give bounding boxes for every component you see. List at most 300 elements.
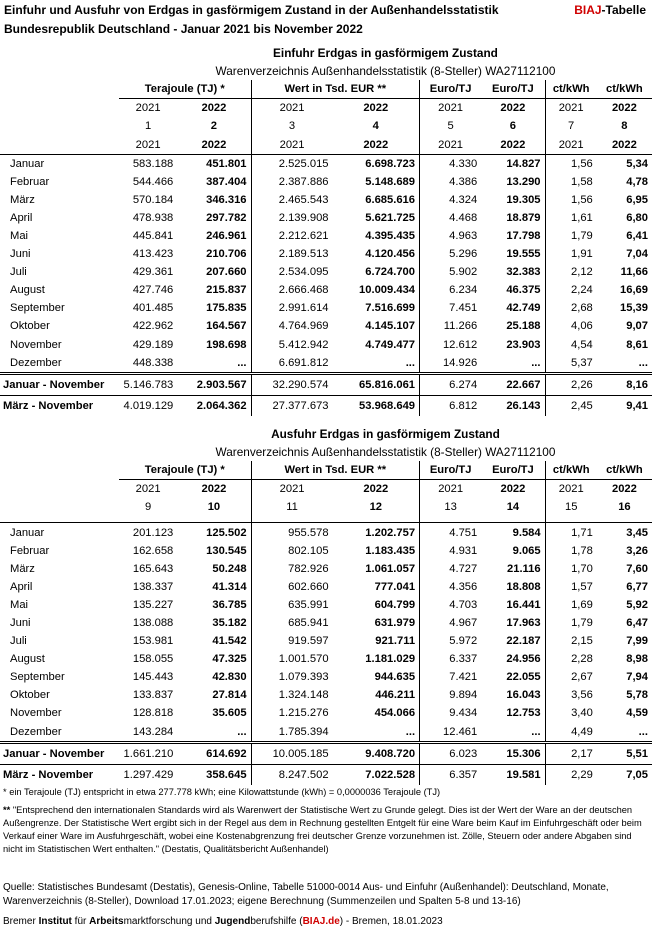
- data-cell: 5,37: [545, 354, 597, 374]
- column-number: 11: [251, 498, 332, 516]
- data-cell: 12.461: [420, 723, 482, 743]
- data-cell: 143.284: [132, 725, 174, 738]
- data-cell: 1,71: [545, 523, 597, 542]
- column-number: 12: [369, 501, 383, 514]
- data-cell: 777.041: [374, 580, 416, 593]
- data-cell: 429.361: [132, 266, 174, 279]
- data-cell: 4.395.435: [365, 229, 416, 242]
- data-cell: 9,07: [626, 320, 648, 333]
- column-number: 10: [207, 501, 221, 514]
- data-cell: 401.485: [132, 302, 174, 315]
- year-header: 2021: [251, 99, 332, 118]
- data-cell: 5.148.689: [365, 175, 416, 188]
- data-cell: 955.578: [251, 523, 332, 542]
- total-row: [0, 764, 652, 785]
- data-cell: 6,41: [626, 229, 648, 242]
- month-row: [0, 299, 652, 317]
- data-cell: 164.567: [206, 320, 247, 333]
- data-cell: 41.314: [212, 580, 247, 593]
- empty-cell: [0, 117, 119, 135]
- data-cell: 18.808: [506, 580, 541, 593]
- total-cell: 614.692: [177, 742, 251, 764]
- data-cell: 1.785.394: [251, 723, 332, 743]
- year-header: 2022: [363, 483, 389, 496]
- year-subheader-row: [0, 135, 652, 154]
- data-cell: 2.991.614: [251, 299, 332, 317]
- total-cell: 4.019.129: [119, 395, 177, 416]
- data-cell: 6.691.812: [251, 354, 332, 374]
- total-cell: 6.023: [420, 742, 482, 764]
- data-cell: 130.545: [206, 544, 247, 557]
- month-row: [0, 578, 652, 596]
- total-row: [0, 373, 652, 395]
- data-cell: ...: [405, 356, 416, 369]
- column-number-row: [0, 117, 652, 135]
- data-cell: 4,59: [626, 707, 648, 720]
- empty-cell: [0, 135, 119, 154]
- column-number: 1: [144, 120, 152, 133]
- total-cell: 53.968.649: [333, 395, 420, 416]
- month-label: November: [10, 338, 62, 351]
- total-cell: 7,05: [597, 764, 652, 785]
- column-number: 16: [618, 501, 631, 514]
- data-cell: 4.764.969: [251, 317, 332, 335]
- year-subheader: 2021: [251, 135, 332, 154]
- total-cell: 2,45: [545, 395, 597, 416]
- group-header-ct-kwh: ct/kWh: [545, 80, 597, 99]
- month-row: [0, 668, 652, 686]
- credit-text: für: [71, 916, 90, 927]
- data-cell: 153.981: [132, 635, 174, 648]
- data-cell: ...: [237, 356, 247, 369]
- column-number: 4: [372, 120, 379, 133]
- year-header: 2021: [135, 483, 161, 496]
- data-cell: 1,79: [545, 227, 597, 245]
- empty-cell: [0, 425, 119, 443]
- column-number-row: [0, 498, 652, 516]
- data-cell: 2.212.621: [251, 227, 332, 245]
- data-cell: 36.785: [212, 598, 247, 611]
- empty-cell: [0, 62, 119, 80]
- group-header-terajoule: Terajoule (TJ) *: [119, 80, 251, 99]
- year-header: 2022: [611, 102, 637, 115]
- group-header-value: Wert in Tsd. EUR **: [251, 461, 419, 480]
- data-cell: ...: [531, 356, 541, 369]
- data-cell: 175.835: [206, 302, 247, 315]
- footnote-text: "Entsprechend den internationalen Standards wird als Warenwert der Statistische Wert zu Grunde gelegt. Dies ist der Wert der Ware an der deutschen Außengrenze. Der Statistische Wert ergibt sich in der Regel aus dem in Rechnung gestellten Entgelt für eine Ware beim Kauf im Einfuhrgeschäft oder beim Verkauf einer Ware im Ausfuhrgeschäft, wobei eine Kostenabgrenzung frei deutscher Grenze vorzunehmen ist. Zölle, Steuern oder andere Abgaben sind nicht im Statistischen Wert enthalten." (Destatis, Qualitätsbericht Außenhandel): [3, 805, 642, 854]
- empty-cell: [0, 461, 119, 480]
- data-cell: 448.338: [132, 356, 174, 369]
- data-cell: 5.412.942: [251, 336, 332, 354]
- data-cell: 5,78: [626, 689, 648, 702]
- footnote-marker: **: [3, 805, 11, 815]
- data-cell: 1,69: [545, 596, 597, 614]
- data-cell: 25.188: [506, 320, 541, 333]
- total-cell: 26.143: [481, 395, 545, 416]
- data-cell: 4,54: [545, 336, 597, 354]
- group-header-terajoule: Terajoule (TJ) *: [119, 461, 251, 480]
- data-cell: 47.325: [212, 653, 247, 666]
- data-cell: 1.215.276: [251, 704, 332, 722]
- total-cell: 1.297.429: [119, 764, 177, 785]
- data-cell: 133.837: [132, 689, 174, 702]
- year-subheader: 2022: [481, 135, 545, 154]
- month-label: August: [10, 653, 45, 666]
- source-note: Quelle: Statistisches Bundesamt (Destatis), Genesis-Online, Tabelle 51000-0014 Aus- und Einfuhr (Außenhandel): Deutschland, Monate, Warenverzeichnis (8-Steller), Download 17.01.2023; eigene Berechnung (Summenzeilen und Spalten 5-8 und 13-16): [3, 882, 609, 907]
- data-cell: 5.902: [420, 263, 482, 281]
- data-cell: 9.065: [512, 544, 541, 557]
- month-label: Oktober: [10, 689, 50, 702]
- section-title: Einfuhr Erdgas in gasförmigem Zustand: [273, 46, 498, 61]
- year-header: 2022: [201, 102, 227, 115]
- column-number: 15: [545, 498, 597, 516]
- total-label: März - November: [0, 395, 119, 416]
- month-label: Juli: [10, 266, 27, 279]
- data-cell: 5.296: [420, 245, 482, 263]
- data-cell: 6.724.700: [365, 266, 416, 279]
- data-cell: 1,79: [545, 614, 597, 632]
- data-cell: 8,61: [626, 338, 648, 351]
- column-number: 9: [145, 501, 152, 514]
- month-row: [0, 723, 652, 743]
- data-cell: 46.375: [506, 284, 541, 297]
- total-label: März - November: [0, 764, 119, 785]
- credit-text: berufshilfe (: [250, 916, 303, 927]
- data-cell: 3,26: [626, 544, 648, 557]
- year-header: 2022: [363, 102, 389, 115]
- data-cell: 427.746: [132, 284, 174, 297]
- data-cell: 201.123: [132, 526, 174, 539]
- data-cell: 162.658: [132, 544, 174, 557]
- data-cell: 4.386: [420, 173, 482, 191]
- data-cell: 6,95: [626, 193, 648, 206]
- total-cell: 22.667: [481, 373, 545, 395]
- data-cell: 1,58: [545, 173, 597, 191]
- data-cell: 1,61: [545, 209, 597, 227]
- credit-link[interactable]: BIAJ.de: [302, 916, 340, 927]
- data-cell: 9.584: [512, 526, 541, 539]
- data-cell: 128.818: [132, 707, 174, 720]
- month-label: September: [10, 302, 65, 315]
- year-header: 2022: [500, 102, 526, 115]
- data-cell: 11,66: [620, 266, 648, 279]
- data-cell: 478.938: [132, 211, 174, 224]
- data-cell: 11.266: [420, 317, 482, 335]
- year-subheader: 2021: [545, 135, 597, 154]
- credit-bold: Institut: [38, 916, 72, 927]
- year-subheader: 2021: [420, 135, 482, 154]
- data-cell: 1,56: [545, 154, 597, 173]
- data-cell: 2.139.908: [251, 209, 332, 227]
- data-cell: 4.749.477: [365, 338, 416, 351]
- data-cell: 1.079.393: [251, 668, 332, 686]
- total-cell: 2,26: [545, 373, 597, 395]
- total-cell: 32.290.574: [251, 373, 332, 395]
- group-header-euro-tj: Euro/TJ: [481, 80, 545, 99]
- data-cell: 3,45: [626, 526, 648, 539]
- data-cell: 3,56: [545, 686, 597, 704]
- data-cell: 7.451: [420, 299, 482, 317]
- data-cell: 165.643: [132, 562, 174, 575]
- data-cell: 6,80: [626, 211, 648, 224]
- data-cell: 583.188: [132, 157, 174, 170]
- month-row: [0, 523, 652, 542]
- data-cell: 158.055: [132, 653, 174, 666]
- data-cell: 7.421: [420, 668, 482, 686]
- data-cell: 5.972: [420, 632, 482, 650]
- document-title: Einfuhr und Ausfuhr von Erdgas in gasförmigem Zustand in der Außenhandelsstatistik: [4, 3, 499, 17]
- data-cell: 4,49: [545, 723, 597, 743]
- column-number: 8: [621, 120, 628, 133]
- data-cell: ...: [405, 725, 416, 738]
- footnote-statistical-value: [3, 804, 647, 856]
- total-label: Januar - November: [0, 373, 119, 395]
- data-cell: 50.248: [212, 562, 247, 575]
- credit-line: [3, 915, 647, 929]
- data-cell: 15,39: [620, 302, 648, 315]
- month-label: Mai: [10, 598, 29, 611]
- month-row: [0, 650, 652, 668]
- data-cell: 2,12: [545, 263, 597, 281]
- data-cell: 210.706: [206, 248, 247, 261]
- month-row: [0, 354, 652, 374]
- data-cell: 2.525.015: [251, 154, 332, 173]
- year-subheader: 2022: [177, 135, 251, 154]
- year-header-row: [0, 99, 652, 118]
- month-row: [0, 596, 652, 614]
- month-label: November: [10, 707, 62, 720]
- data-cell: 1,78: [545, 542, 597, 560]
- data-cell: 19.555: [506, 248, 541, 261]
- data-cell: 207.660: [206, 266, 247, 279]
- empty-cell: [0, 498, 119, 516]
- column-number: 5: [420, 117, 482, 135]
- data-cell: 21.116: [507, 562, 541, 575]
- data-cell: 9.894: [420, 686, 482, 704]
- month-row: [0, 704, 652, 722]
- month-row: [0, 245, 652, 263]
- month-row: [0, 191, 652, 209]
- month-row: [0, 317, 652, 335]
- total-cell: 358.645: [177, 764, 251, 785]
- data-cell: ...: [638, 356, 648, 369]
- data-cell: 1.324.148: [251, 686, 332, 704]
- data-cell: 5,92: [626, 598, 648, 611]
- total-cell: 2,29: [545, 764, 597, 785]
- data-cell: 2,28: [545, 650, 597, 668]
- data-cell: 604.799: [374, 598, 416, 611]
- column-number: 2: [210, 120, 218, 133]
- year-header: 2022: [201, 483, 227, 496]
- total-cell: 2.064.362: [177, 395, 251, 416]
- month-label: April: [10, 580, 33, 593]
- empty-cell: [0, 80, 119, 99]
- export-table: [0, 425, 652, 785]
- column-number: 14: [506, 501, 520, 514]
- empty-cell: [0, 443, 119, 461]
- total-cell: 9,41: [597, 395, 652, 416]
- data-cell: 387.404: [206, 175, 247, 188]
- total-cell: 19.581: [481, 764, 545, 785]
- data-cell: 16,69: [620, 284, 648, 297]
- data-cell: 4.120.456: [365, 248, 416, 261]
- data-cell: 125.502: [206, 526, 247, 539]
- data-cell: 17.798: [506, 229, 541, 242]
- data-cell: 2,67: [545, 668, 597, 686]
- year-header: 2022: [500, 483, 526, 496]
- group-header-ct-kwh: ct/kWh: [597, 461, 652, 480]
- data-cell: 4.931: [420, 542, 482, 560]
- year-header: 2021: [545, 99, 597, 118]
- data-cell: 4.330: [420, 154, 482, 173]
- month-row: [0, 173, 652, 191]
- section-subtitle-row: [0, 443, 652, 461]
- section-subtitle: Warenverzeichnis Außenhandelsstatistik (8-Steller) WA27112100: [215, 445, 556, 460]
- year-header: 2021: [135, 102, 161, 115]
- total-cell: 2.903.567: [177, 373, 251, 395]
- data-cell: 4,06: [545, 317, 597, 335]
- total-cell: 2,17: [545, 742, 597, 764]
- total-cell: 1.661.210: [119, 742, 177, 764]
- year-header: 2021: [251, 480, 332, 499]
- data-cell: 4.468: [420, 209, 482, 227]
- data-cell: 246.961: [206, 229, 247, 242]
- data-cell: 1.061.057: [365, 562, 416, 575]
- data-cell: 454.066: [374, 707, 416, 720]
- data-cell: 4.703: [420, 596, 482, 614]
- data-cell: 2.534.095: [251, 263, 332, 281]
- data-cell: ...: [638, 725, 648, 738]
- group-header-euro-tj: Euro/TJ: [420, 461, 482, 480]
- month-label: Januar: [10, 526, 45, 539]
- data-cell: 919.597: [251, 632, 332, 650]
- data-cell: 422.962: [132, 320, 174, 333]
- month-label: Oktober: [10, 320, 50, 333]
- data-cell: 1,70: [545, 560, 597, 578]
- total-cell: 15.306: [481, 742, 545, 764]
- empty-cell: [0, 99, 119, 118]
- month-label: August: [10, 284, 45, 297]
- data-cell: 17.963: [506, 616, 541, 629]
- data-cell: 413.423: [132, 248, 174, 261]
- total-cell: 7.022.528: [333, 764, 420, 785]
- month-label: Februar: [10, 544, 50, 557]
- credit-bold: Arbeits: [89, 916, 124, 927]
- total-cell: 10.005.185: [251, 742, 332, 764]
- data-cell: 297.782: [206, 211, 247, 224]
- data-cell: 7,60: [626, 562, 648, 575]
- total-cell: 8.247.502: [251, 764, 332, 785]
- month-row: [0, 686, 652, 704]
- year-header: 2021: [420, 480, 482, 499]
- month-label: Juni: [10, 248, 31, 261]
- data-cell: 570.184: [132, 193, 174, 206]
- data-cell: 198.698: [206, 338, 247, 351]
- data-cell: 3,40: [545, 704, 597, 722]
- biaj-tag-rest: -Tabelle: [601, 3, 646, 17]
- credit-bold: Jugend: [214, 916, 251, 927]
- biaj-tag: [574, 3, 646, 17]
- total-cell: 8,16: [597, 373, 652, 395]
- month-label: Juni: [10, 616, 31, 629]
- month-row: [0, 281, 652, 299]
- total-cell: 27.377.673: [251, 395, 332, 416]
- month-label: Juli: [10, 635, 27, 648]
- data-cell: 6.337: [420, 650, 482, 668]
- data-cell: 13.290: [506, 175, 541, 188]
- group-header-euro-tj: Euro/TJ: [420, 80, 482, 99]
- month-label: März: [10, 193, 35, 206]
- data-cell: 12.612: [420, 336, 482, 354]
- data-cell: 1.202.757: [365, 526, 416, 539]
- data-cell: 42.830: [212, 671, 247, 684]
- data-cell: 5.621.725: [365, 211, 416, 224]
- empty-cell: [0, 44, 119, 62]
- data-cell: 346.316: [206, 193, 247, 206]
- total-cell: 5.146.783: [119, 373, 177, 395]
- section-title-row: [0, 44, 652, 62]
- group-header-ct-kwh: ct/kWh: [545, 461, 597, 480]
- data-cell: 635.991: [251, 596, 332, 614]
- column-number: 13: [420, 498, 482, 516]
- data-cell: 7.516.699: [365, 302, 416, 315]
- data-cell: 4,78: [626, 175, 648, 188]
- month-row: [0, 209, 652, 227]
- year-header: 2021: [420, 99, 482, 118]
- group-header-value: Wert in Tsd. EUR **: [251, 80, 419, 99]
- year-subheader: 2022: [597, 135, 652, 154]
- data-cell: 2.387.886: [251, 173, 332, 191]
- month-row: [0, 632, 652, 650]
- data-cell: 18.879: [506, 211, 541, 224]
- import-table: [0, 44, 652, 416]
- data-cell: 1,56: [545, 191, 597, 209]
- empty-cell: [0, 480, 119, 499]
- data-cell: 4.145.107: [365, 320, 416, 333]
- month-label: März: [10, 562, 35, 575]
- data-cell: 35.605: [212, 707, 247, 720]
- year-header: 2021: [545, 480, 597, 499]
- data-cell: 2.189.513: [251, 245, 332, 263]
- year-subheader: 2022: [333, 135, 420, 154]
- data-cell: 1,57: [545, 578, 597, 596]
- data-cell: 10.009.434: [359, 284, 416, 297]
- data-cell: 19.305: [506, 193, 541, 206]
- data-cell: 1.181.029: [365, 653, 416, 666]
- data-cell: 944.635: [374, 671, 416, 684]
- data-cell: 23.903: [506, 338, 541, 351]
- data-cell: 138.337: [132, 580, 174, 593]
- total-cell: 6.357: [420, 764, 482, 785]
- data-cell: 5,34: [626, 157, 648, 170]
- column-number: 6: [509, 120, 516, 133]
- data-cell: 32.383: [506, 266, 541, 279]
- data-cell: 429.189: [132, 338, 174, 351]
- month-label: Februar: [10, 175, 50, 188]
- month-row: [0, 560, 652, 578]
- data-cell: 4.356: [420, 578, 482, 596]
- data-cell: 685.941: [251, 614, 332, 632]
- year-header-row: [0, 480, 652, 499]
- data-cell: 6,47: [626, 616, 648, 629]
- data-cell: 1.001.570: [251, 650, 332, 668]
- month-row: [0, 542, 652, 560]
- month-row: [0, 227, 652, 245]
- data-cell: 6.698.723: [365, 157, 416, 170]
- data-cell: 6.234: [420, 281, 482, 299]
- data-cell: 451.801: [206, 157, 247, 170]
- data-cell: 41.542: [212, 635, 247, 648]
